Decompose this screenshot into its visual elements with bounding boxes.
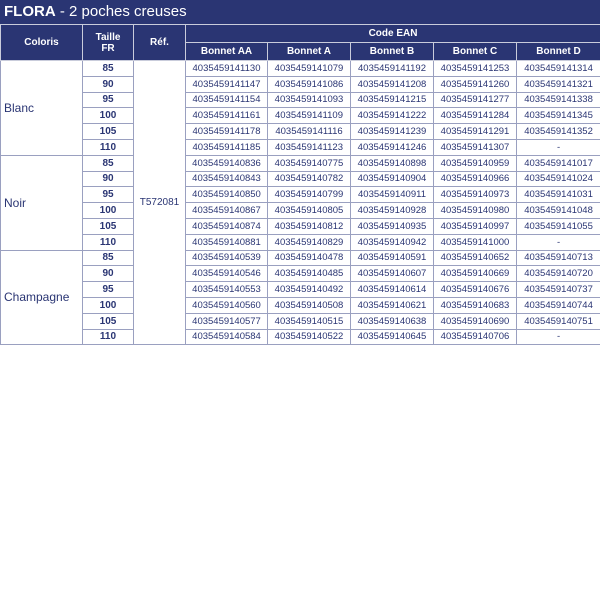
ean-code-cell: 4035459140805 xyxy=(268,203,351,219)
ean-code-cell: 4035459140515 xyxy=(268,313,351,329)
ean-table xyxy=(0,24,600,345)
ean-code-cell: - xyxy=(517,329,600,345)
size-cell: 110 xyxy=(83,329,134,345)
ean-code-cell: 4035459141307 xyxy=(434,139,517,155)
size-cell: 85 xyxy=(83,155,134,171)
header-bonnet-aa: Bonnet AA xyxy=(186,43,268,61)
ean-code-cell: 4035459140911 xyxy=(351,187,434,203)
size-cell: 105 xyxy=(83,313,134,329)
table-row xyxy=(1,187,600,203)
ean-code-cell: 4035459141161 xyxy=(186,108,268,124)
ean-code-cell: 4035459140638 xyxy=(351,313,434,329)
ean-code-cell: 4035459141093 xyxy=(268,92,351,108)
table-row xyxy=(1,329,600,345)
product-subtitle: - 2 poches creuses xyxy=(55,3,187,20)
size-cell: 95 xyxy=(83,92,134,108)
ean-code-cell: 4035459140478 xyxy=(268,250,351,266)
ean-code-cell: 4035459140645 xyxy=(351,329,434,345)
ean-code-cell: 4035459140522 xyxy=(268,329,351,345)
ean-code-cell: 4035459140539 xyxy=(186,250,268,266)
ean-code-cell: 4035459140867 xyxy=(186,203,268,219)
ean-code-cell: 4035459141031 xyxy=(517,187,600,203)
ean-code-cell: - xyxy=(517,139,600,155)
ean-code-cell: 4035459140959 xyxy=(434,155,517,171)
ean-code-cell: 4035459141185 xyxy=(186,139,268,155)
table-row xyxy=(1,234,600,250)
ean-code-cell: 4035459140775 xyxy=(268,155,351,171)
size-cell: 100 xyxy=(83,297,134,313)
ean-code-cell: 4035459140997 xyxy=(434,218,517,234)
ean-code-cell: 4035459140690 xyxy=(434,313,517,329)
ean-code-cell: 4035459141079 xyxy=(268,61,351,77)
ean-code-cell: 4035459140799 xyxy=(268,187,351,203)
ean-code-cell: 4035459140874 xyxy=(186,218,268,234)
ean-code-cell: 4035459140836 xyxy=(186,155,268,171)
table-row xyxy=(1,61,600,77)
header-bonnet-d: Bonnet D xyxy=(517,43,600,61)
ean-code-cell: 4035459140744 xyxy=(517,297,600,313)
ean-code-cell: 4035459141055 xyxy=(517,218,600,234)
ean-code-cell: 4035459141208 xyxy=(351,76,434,92)
ean-code-cell: 4035459141215 xyxy=(351,92,434,108)
ean-code-cell: 4035459141246 xyxy=(351,139,434,155)
ean-code-cell: 4035459140737 xyxy=(517,282,600,298)
ean-code-cell: 4035459141178 xyxy=(186,124,268,140)
table-row xyxy=(1,266,600,282)
ean-code-cell: 4035459141352 xyxy=(517,124,600,140)
ean-code-cell: 4035459140676 xyxy=(434,282,517,298)
table-row xyxy=(1,139,600,155)
ean-code-cell: 4035459141192 xyxy=(351,61,434,77)
ean-code-cell: 4035459141338 xyxy=(517,92,600,108)
ean-code-cell: 4035459141109 xyxy=(268,108,351,124)
header-bonnet-b: Bonnet B xyxy=(351,43,434,61)
ean-code-cell: 4035459141345 xyxy=(517,108,600,124)
ean-code-cell: 4035459141253 xyxy=(434,61,517,77)
ean-code-cell: - xyxy=(517,234,600,250)
ean-code-cell: 4035459140621 xyxy=(351,297,434,313)
ean-code-cell: 4035459141291 xyxy=(434,124,517,140)
header-ref: Réf. xyxy=(134,25,186,61)
ean-code-cell: 4035459140553 xyxy=(186,282,268,298)
size-cell: 90 xyxy=(83,76,134,92)
document-title xyxy=(0,0,600,24)
size-cell: 100 xyxy=(83,203,134,219)
size-cell: 105 xyxy=(83,124,134,140)
table-row xyxy=(1,297,600,313)
header-taille-line2: FR xyxy=(101,42,115,54)
ean-code-cell: 4035459140683 xyxy=(434,297,517,313)
ean-code-cell: 4035459141130 xyxy=(186,61,268,77)
ean-code-cell: 4035459140577 xyxy=(186,313,268,329)
ean-code-cell: 4035459141222 xyxy=(351,108,434,124)
table-row xyxy=(1,282,600,298)
size-cell: 110 xyxy=(83,139,134,155)
ean-code-cell: 4035459141314 xyxy=(517,61,600,77)
ean-code-cell: 4035459141048 xyxy=(517,203,600,219)
ean-code-cell: 4035459141116 xyxy=(268,124,351,140)
table-row xyxy=(1,76,600,92)
ean-code-cell: 4035459140492 xyxy=(268,282,351,298)
ean-code-cell: 4035459141277 xyxy=(434,92,517,108)
ean-code-cell: 4035459141239 xyxy=(351,124,434,140)
color-cell: Noir xyxy=(1,155,83,250)
ean-code-cell: 4035459140935 xyxy=(351,218,434,234)
table-row xyxy=(1,313,600,329)
ean-code-cell: 4035459141321 xyxy=(517,76,600,92)
size-cell: 90 xyxy=(83,171,134,187)
ean-code-cell: 4035459141147 xyxy=(186,76,268,92)
size-cell: 85 xyxy=(83,250,134,266)
table-row xyxy=(1,171,600,187)
ean-code-cell: 4035459140607 xyxy=(351,266,434,282)
color-cell: Blanc xyxy=(1,61,83,156)
ean-code-cell: 4035459141284 xyxy=(434,108,517,124)
ean-code-cell: 4035459140706 xyxy=(434,329,517,345)
table-row xyxy=(1,155,600,171)
ean-code-cell: 4035459141260 xyxy=(434,76,517,92)
table-row xyxy=(1,108,600,124)
ean-code-cell: 4035459141123 xyxy=(268,139,351,155)
table-row xyxy=(1,250,600,266)
ean-code-cell: 4035459140898 xyxy=(351,155,434,171)
ean-code-cell: 4035459140508 xyxy=(268,297,351,313)
size-cell: 95 xyxy=(83,282,134,298)
ean-code-cell: 4035459141017 xyxy=(517,155,600,171)
ean-code-cell: 4035459140942 xyxy=(351,234,434,250)
size-cell: 85 xyxy=(83,61,134,77)
ean-code-cell: 4035459140881 xyxy=(186,234,268,250)
ean-code-cell: 4035459141024 xyxy=(517,171,600,187)
ean-code-cell: 4035459140546 xyxy=(186,266,268,282)
ean-code-cell: 4035459140782 xyxy=(268,171,351,187)
ean-code-cell: 4035459140812 xyxy=(268,218,351,234)
ean-code-cell: 4035459140713 xyxy=(517,250,600,266)
table-row xyxy=(1,203,600,219)
color-cell: Champagne xyxy=(1,250,83,345)
size-cell: 100 xyxy=(83,108,134,124)
ean-code-cell: 4035459140591 xyxy=(351,250,434,266)
ean-code-cell: 4035459140829 xyxy=(268,234,351,250)
header-bonnet-a: Bonnet A xyxy=(268,43,351,61)
ref-cell: T572081 xyxy=(134,61,186,345)
ean-code-cell: 4035459140652 xyxy=(434,250,517,266)
table-row xyxy=(1,218,600,234)
ean-code-cell: 4035459140485 xyxy=(268,266,351,282)
ean-code-cell: 4035459140980 xyxy=(434,203,517,219)
size-cell: 95 xyxy=(83,187,134,203)
header-taille xyxy=(83,25,134,61)
ean-code-cell: 4035459141154 xyxy=(186,92,268,108)
ean-code-cell: 4035459140560 xyxy=(186,297,268,313)
ean-code-cell: 4035459140904 xyxy=(351,171,434,187)
ean-code-cell: 4035459140973 xyxy=(434,187,517,203)
ean-code-cell: 4035459140720 xyxy=(517,266,600,282)
ean-table-body xyxy=(1,61,600,345)
header-bonnet-c: Bonnet C xyxy=(434,43,517,61)
ean-code-cell: 4035459141086 xyxy=(268,76,351,92)
ean-code-cell: 4035459141000 xyxy=(434,234,517,250)
ean-code-cell: 4035459140966 xyxy=(434,171,517,187)
ean-code-cell: 4035459140669 xyxy=(434,266,517,282)
size-cell: 90 xyxy=(83,266,134,282)
ean-code-cell: 4035459140584 xyxy=(186,329,268,345)
ean-code-cell: 4035459140843 xyxy=(186,171,268,187)
header-code-ean: Code EAN xyxy=(186,25,600,43)
ean-code-cell: 4035459140751 xyxy=(517,313,600,329)
header-taille-line1: Taille xyxy=(95,31,121,43)
size-cell: 105 xyxy=(83,218,134,234)
header-coloris: Coloris xyxy=(1,25,83,61)
ean-code-cell: 4035459140614 xyxy=(351,282,434,298)
size-cell: 110 xyxy=(83,234,134,250)
ean-code-cell: 4035459140928 xyxy=(351,203,434,219)
table-row xyxy=(1,92,600,108)
table-row xyxy=(1,124,600,140)
product-name: FLORA xyxy=(4,3,56,20)
ean-code-cell: 4035459140850 xyxy=(186,187,268,203)
